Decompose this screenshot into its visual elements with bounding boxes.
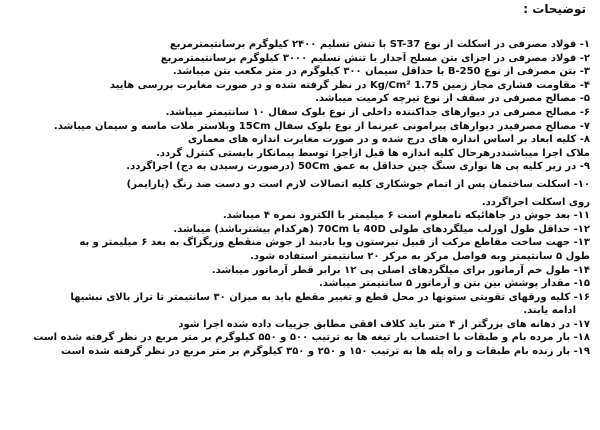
note-line: ۴- مقاومت فشاری مجاز زمین 1.75 Kg/Cm² در نظر گرفته شده و در صورت مغایرت بررسی هایید xyxy=(109,79,590,91)
note-line: ۱- فولاد مصرفی در اسکلت از نوع ST-37 با تنش تسلیم ۲۴۰۰ کیلوگرم برسانتیمترمربع xyxy=(169,39,590,50)
note-line: ۱۶- کلیه ورقهای تقویتی ستونها در محل قطع و تغییر مقطع باید به میزان ۳۰ سانتیمتر تا تراز بالای نبشیها xyxy=(70,291,590,303)
note-line: ۹- در زیر کلیه پی ها نواری سنگ چین حداقل به عمق 50Cm (درصورت رسیدن به دج) اجراگردد. xyxy=(126,161,590,173)
note-line: ۷- مصالح مصرفیدر دیوارهای پیرامونی غیرنما از نوع بلوک سفال 15Cm وبلاستر ملات ماسه و سیمان میباشد. xyxy=(53,120,590,132)
note-line: ۱۷- در دهانه های بزرگتر از ۴ متر باید کلاف افقی مطابق جزییات داده شده اجرا شود xyxy=(178,318,590,330)
note-line: ادامه یابند. xyxy=(523,305,576,317)
note-line: ۵- مصالح مصرفی در سقف از نوع تیرچه کرمیت میباشد. xyxy=(315,93,590,105)
note-line: ۲- فولاد مصرفی در اجزای بتن مسلح آجدار با تنش تسلیم ۳۰۰۰ کیلوگرم برسانتیمترمربع xyxy=(160,52,590,64)
note-line: ۱۳- جهت ساخت مقاطع مرکب از قبیل تیرستون ویا بادبند از جوش منقطع وزیگزاگ به بعد ۶ میلیمتر و به xyxy=(79,237,590,249)
note-line: ۱۹- بار زنده بام طبقات و راه پله ها به ترتیب ۱۵۰ و ۲۵۰ و ۳۵۰ کیلوگرم بر متر مربع در نظر گرفته شده است xyxy=(60,346,590,358)
note-line: ۱۲- حداقل طول اورلب میلگردهای طولی 40D یا 70Cm (هرکدام بیشترباشد) میباشد. xyxy=(173,223,590,235)
note-line: ۱۸- بار مرده بام و طبقات با احتساب بار تیغه ها به ترتیب ۵۰۰ و ۵۵۰ کیلوگرم بر متر مربع در نظر گرفته شده است xyxy=(33,332,590,344)
note-line: طول ۵ سانتیمتر وبه فواصل مرکز به مرکز ۲۰ سانتیمتر استفاده شود. xyxy=(250,250,590,262)
note-line: ۱۱- بعد جوش در جاهائیکه نامعلوم است ۶ میلیمتر با الکترود نمره ۴ میباشد. xyxy=(222,210,590,222)
notes-list xyxy=(8,38,590,359)
note-line: ۱۰- اسکلت ساختمان پس از اتمام جوشکاری کلیه اتصالات لازم است دو دست ضد زنگ (پارایمر) xyxy=(126,178,590,190)
note-line: ۳- بتن مصرفی از نوع B-250 با حداقل سیمان ۳۰۰ کیلوگرم در متر مکعب بتن میباشد. xyxy=(172,66,590,78)
note-line: ۸- کلیه ابعاد بر اساس اندازه های درج شده و در صورت مغایرت اندازه های معماری xyxy=(187,134,590,146)
note-line: ۱۴- طول خم آرماتور برای میلگردهای اصلی پی ۱۲ برابر قطر آرماتور میباشد. xyxy=(211,264,590,276)
note-line: ملاک اجرا میباشنددرهرحال کلیه اندازه ها قبل ازاجرا توسط پیمانکار بایستی کنترل گردد. xyxy=(156,147,590,159)
note-line: ۱۵- مقدار پوشش بین بتن و آرماتور ۵ سانتیمتر میباشد. xyxy=(319,278,590,290)
note-line: ۶- مصالح مصرفی در دیوارهای جداکننده داخلی از نوع بلوک سفال ۱۰ سانتیمتر میباشد. xyxy=(165,106,590,118)
notes-title: توضیحات : xyxy=(523,2,586,16)
note-line: روی اسکلت اجراگردد. xyxy=(481,196,590,208)
